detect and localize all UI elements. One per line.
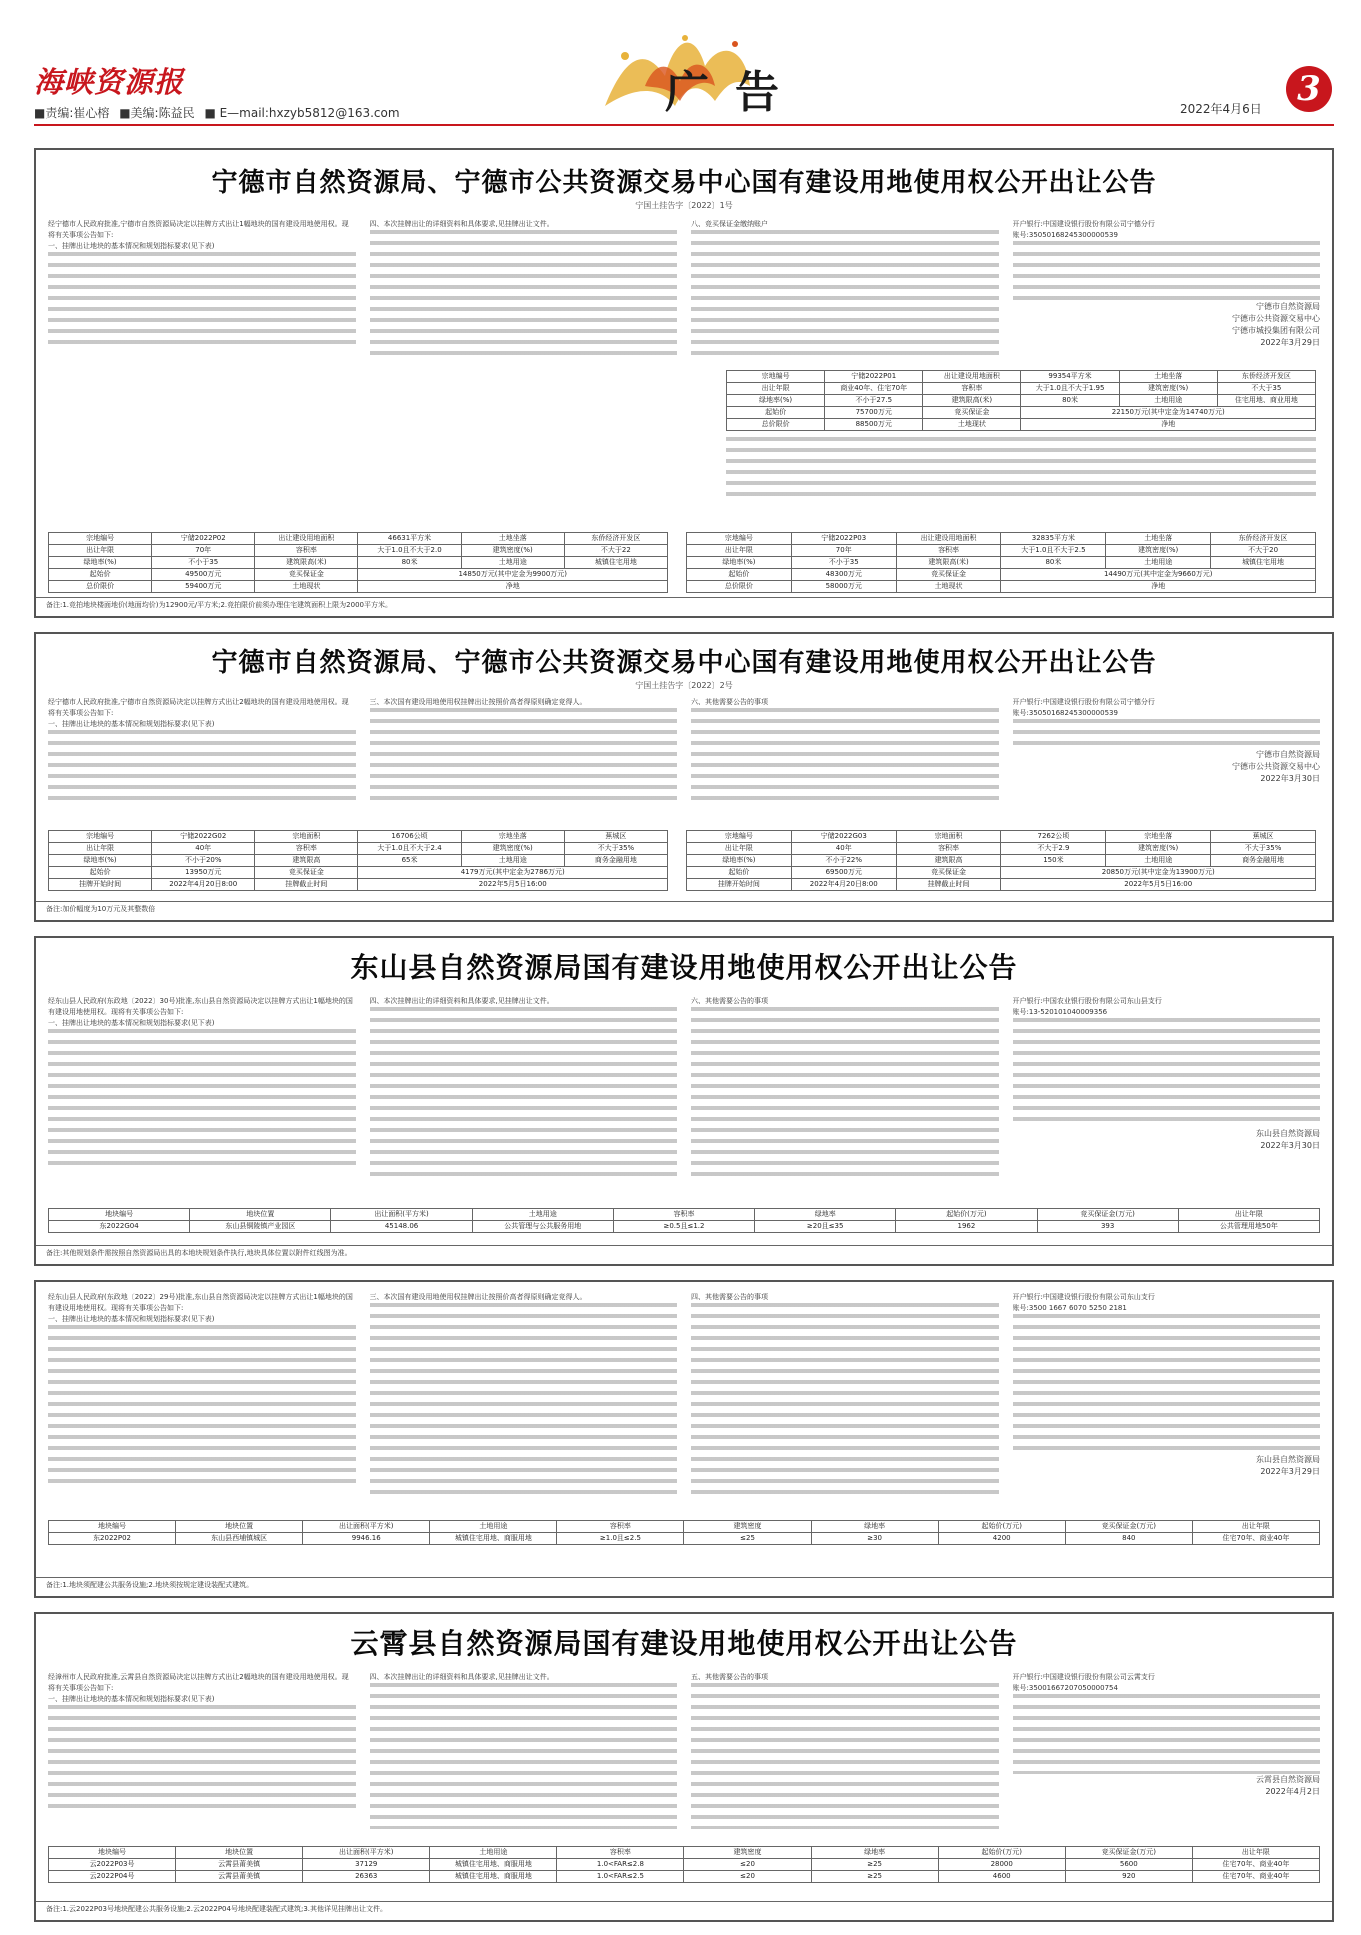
notice-body-col: 六、其他需要公告的事项	[691, 697, 999, 817]
notice-contact-col: 开户银行:中国农业银行股份有限公司东山县支行 账号:13-520101040009356 东山县自然资源局 2022年3月30日	[1012, 997, 1320, 1150]
land-table: 宗地编号 宁储2022G02 宗地面积 16706公顷 宗地坐落 蕉城区 出让年限 40年 容积率 大于1.0且不大于2.4 建筑密度(%) 不大于35% 绿地率(%) 不小于20% 建筑限高 65米 土地用途 商务金融用地 起始价 13950万元 竞买保证金 4179万元(其中定金为2786万元) 挂牌开始时间 2022年4月20日8:00 挂牌截止时间 2022年5月5日16:00	[48, 830, 668, 891]
notice-contact-col: 开户银行:中国建设银行股份有限公司云霄支行 账号:35001667207050000754 云霄县自然资源局 2022年4月2日	[1012, 1673, 1320, 1796]
notice-contact-col: 开户银行:中国建设银行股份有限公司东山支行 账号:3500 1667 6070 5250 2181 东山县自然资源局 2022年3月29日	[1012, 1293, 1320, 1476]
notice-contact-col: 开户银行:中国建设银行股份有限公司宁德分行 账号:35050168245300000539 宁德市自然资源局 宁德市公共资源交易中心 2022年3月30日	[1012, 698, 1320, 783]
editor-credit: ■责编:崔心榕	[34, 106, 110, 120]
notice-body-col: 四、其他需要公告的事项	[691, 1292, 999, 1512]
notice-ningde-1	[34, 148, 1334, 618]
signature-block: 宁德市自然资源局 宁德市公共资源交易中心 宁德市城投集团有限公司 2022年3月29日	[1232, 302, 1320, 347]
notice-title: 东山县自然资源局国有建设用地使用权公开出让公告	[350, 951, 1018, 984]
notice-body-col: 三、本次国有建设用地使用权挂牌出让按照价高者得原则确定竞得人。	[370, 697, 678, 817]
land-table: 宗地编号 宁储2022P01 出让建设用地面积 99354平方米 土地坐落 东侨经济开发区 出让年限 商业40年、住宅70年 容积率 大于1.0且不大于1.95 建筑密度(%) 不大于35 绿地率(%) 不小于27.5 建筑限高(米) 80米 土地用途 住宅用地、商业用地 起始价 75700万元 竞买保证金 22150万元(其中定金为14740万元) 总价限价 88500万元 土地现状 净地	[726, 370, 1316, 497]
land-table: 地块编号 地块位置 出让面积(平方米) 土地用途 容积率 绿地率 起始价(万元) 竞买保证金(万元) 出让年限 东2022G04 东山县铜陵镇产业园区 45148.06 公共管理与公共服务用地 ≥0.5且≤1.2 ≥20且≤35 1962 393 公共管理用地50年	[48, 1208, 1320, 1233]
signature-block: 东山县自然资源局 2022年3月30日	[1256, 1129, 1320, 1150]
land-table: 宗地编号 宁储2022G03 宗地面积 7262公顷 宗地坐落 蕉城区 出让年限 40年 容积率 不大于2.9 建筑密度(%) 不大于35% 绿地率(%) 不小于22% 建筑限高 150米 土地用途 商务金融用地 起始价 69500万元 竞买保证金 20850万元(其中定金为13900万元) 挂牌开始时间 2022年4月20日8:00 挂牌截止时间 2022年5月5日16:00	[686, 830, 1316, 891]
notice-note: 备注:其他规划条件需按照自然资源局出具的本地块规划条件执行,地块具体位置以附件红线图为准。	[36, 1245, 1332, 1260]
notice-dongshan-2	[34, 1280, 1334, 1598]
signature-block: 云霄县自然资源局 2022年4月2日	[1256, 1775, 1320, 1796]
signature-block: 东山县自然资源局 2022年3月29日	[1256, 1455, 1320, 1476]
email-credit: ■ E—mail:hxzyb5812@163.com	[204, 106, 400, 120]
masthead	[0, 0, 1361, 135]
masthead-rule	[34, 124, 1334, 126]
notice-body-col: 四、本次挂牌出让的详细资料和具体要求,见挂牌出让文件。	[370, 996, 678, 1196]
credits	[34, 104, 406, 121]
land-table: 地块编号 地块位置 出让面积(平方米) 土地用途 容积率 建筑密度 绿地率 起始价(万元) 竞买保证金(万元) 出让年限 云2022P03号 云霄县莆美镇 37129 城镇住宅用地、商服用地 1.0<FAR≤2.8 ≤20 ≥25 28000 5600 住宅70年、商业40年 云2022P04号 云霄县莆美镇 26363 城镇住宅用地、商服用地 1.0<FAR≤2.5 ≤20 ≥25 4600 920 住宅70年、商业40年	[48, 1846, 1320, 1883]
notice-subtitle: 宁国土挂告字〔2022〕2号	[635, 681, 733, 690]
notice-ningde-2	[34, 632, 1334, 922]
notice-note: 备注:1.云2022P03号地块配建公共服务设施;2.云2022P04号地块配建装配式建筑;3.其他详见挂牌出让文件。	[36, 1901, 1332, 1916]
notice-body-col: 四、本次挂牌出让的详细资料和具体要求,见挂牌出让文件。	[370, 1672, 678, 1842]
notice-note: 备注:1.竞拍地块楼面地价(地面均价)为12900元/平方米;2.竞拍限价前须办理住宅建筑面积上限为2000平方米。	[36, 597, 1332, 612]
notice-note: 备注:1.地块须配建公共服务设施;2.地块须按规定建设装配式建筑。	[36, 1577, 1332, 1592]
land-table: 宗地编号 宁储2022P02 出让建设用地面积 46631平方米 土地坐落 东侨经济开发区 出让年限 70年 容积率 大于1.0且不大于2.0 建筑密度(%) 不大于22 绿地率(%) 不小于35 建筑限高(米) 80米 土地用途 城镇住宅用地 起始价 49500万元 竞买保证金 14850万元(其中定金为9900万元) 总价限价 59400万元 土地现状 净地	[48, 532, 668, 593]
notice-body-col: 经漳州市人民政府批准,云霄县自然资源局决定以挂牌方式出让2幅地块的国有建设用地使用权。现将有关事项公告如下: 一、挂牌出让地块的基本情况和规划指标要求(见下表)	[48, 1672, 356, 1842]
section-title: 广告	[665, 67, 805, 118]
notice-note: 备注:加价幅度为10万元及其整数倍	[36, 901, 1332, 916]
notice-title: 宁德市自然资源局、宁德市公共资源交易中心国有建设用地使用权公开出让公告	[211, 168, 1157, 198]
notice-body-col: 五、其他需要公告的事项	[691, 1672, 999, 1842]
newspaper-logo: 海峡资源报	[34, 65, 185, 99]
notice-title: 宁德市自然资源局、宁德市公共资源交易中心国有建设用地使用权公开出让公告	[211, 648, 1157, 678]
notice-body-col: 八、竞买保证金缴纳账户	[691, 219, 999, 369]
notice-body-col: 经宁德市人民政府批准,宁德市自然资源局决定以挂牌方式出让1幅地块的国有建设用地使用权。现将有关事项公告如下: 一、挂牌出让地块的基本情况和规划指标要求(见下表)	[48, 219, 356, 369]
issue-date: 2022年4月6日	[1180, 102, 1262, 116]
signature-block: 宁德市自然资源局 宁德市公共资源交易中心 2022年3月30日	[1232, 750, 1320, 783]
land-table: 宗地编号 宁储2022P03 出让建设用地面积 32835平方米 土地坐落 东侨经济开发区 出让年限 70年 容积率 大于1.0且不大于2.5 建筑密度(%) 不大于20 绿地率(%) 不小于35 建筑限高(米) 80米 土地用途 城镇住宅用地 起始价 48300万元 竞买保证金 14490万元(其中定金为9660万元) 总价限价 58000万元 土地现状 净地	[686, 532, 1316, 593]
notice-dongshan-1	[34, 936, 1334, 1266]
notice-title: 云霄县自然资源局国有建设用地使用权公开出让公告	[350, 1627, 1018, 1660]
notice-body-col: 经东山县人民政府(东政地〔2022〕30号)批准,东山县自然资源局决定以挂牌方式出让1幅地块的国有建设用地使用权。现将有关事项公告如下: 一、挂牌出让地块的基本情况和规划指标要求(见下表)	[48, 996, 356, 1196]
page-number: 3	[1286, 66, 1332, 112]
notice-subtitle: 宁国土挂告字〔2022〕1号	[635, 201, 733, 210]
notice-body-col: 经宁德市人民政府批准,宁德市自然资源局决定以挂牌方式出让2幅地块的国有建设用地使用权。现将有关事项公告如下: 一、挂牌出让地块的基本情况和规划指标要求(见下表)	[48, 697, 356, 817]
notice-contact-col: 开户银行:中国建设银行股份有限公司宁德分行 账号:35050168245300000539 宁德市自然资源局 宁德市公共资源交易中心 宁德市城投集团有限公司 2022年3月29日	[1012, 220, 1320, 347]
notice-yunxiao	[34, 1612, 1334, 1922]
designer-credit: ■美编:陈益民	[119, 106, 195, 120]
notice-body-col: 经东山县人民政府(东政地〔2022〕29号)批准,东山县自然资源局决定以挂牌方式出让1幅地块的国有建设用地使用权。现将有关事项公告如下: 一、挂牌出让地块的基本情况和规划指标要求(见下表)	[48, 1292, 356, 1512]
notice-body-col: 三、本次国有建设用地使用权挂牌出让按照价高者得原则确定竞得人。	[370, 1292, 678, 1512]
land-table: 地块编号 地块位置 出让面积(平方米) 土地用途 容积率 建筑密度 绿地率 起始价(万元) 竞买保证金(万元) 出让年限 东2022P02 东山县西埔镇城区 9946.16 城镇住宅用地、商服用地 ≥1.0且≤2.5 ≤25 ≥30 4200 840 住宅70年、商业40年	[48, 1520, 1320, 1545]
notice-body-col: 六、其他需要公告的事项	[691, 996, 999, 1196]
notice-body-col: 四、本次挂牌出让的详细资料和具体要求,见挂牌出让文件。	[370, 219, 678, 369]
